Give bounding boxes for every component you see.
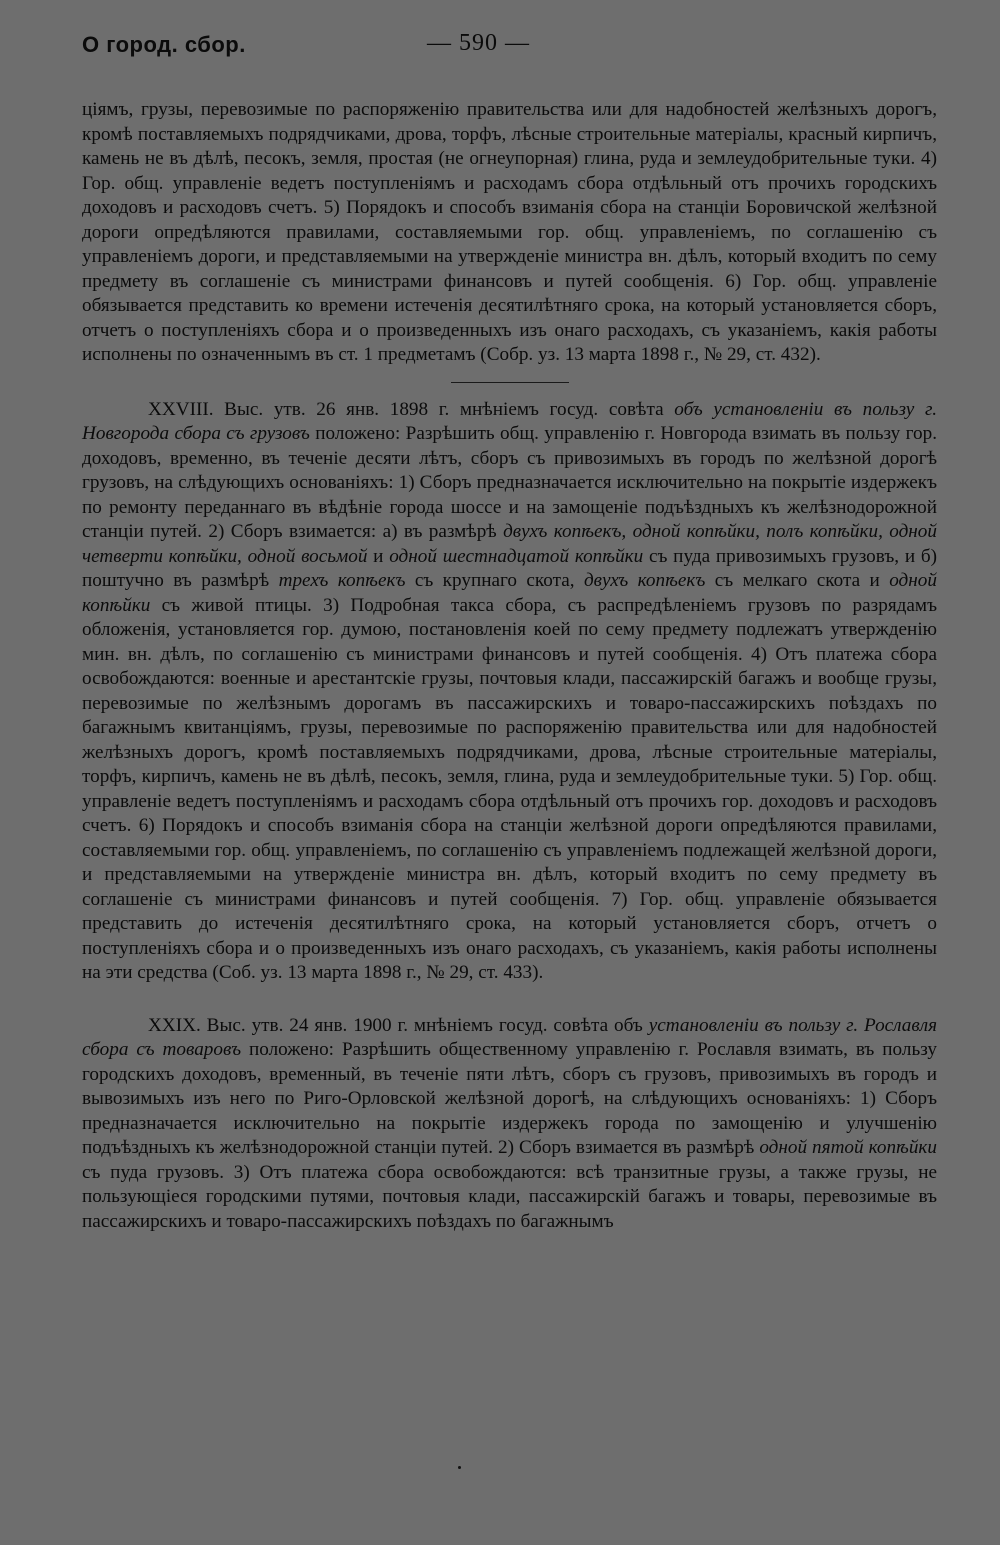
- emphasis: двухъ копѣекъ, одной копѣйки, полъ копѣйки, одной четверти копѣйки, одной восьмой: [82, 521, 937, 567]
- paragraph-text: съ крупнаго скота,: [405, 570, 584, 591]
- paragraph-title: установленiи въ пользу г. Рославля сбора съ товаровъ: [82, 1014, 937, 1060]
- paragraph-xxviii: [82, 398, 937, 986]
- paragraph-text: съ пуда грузовъ. 3) Отъ платежа сбора освобождаются: всѣ транзитные грузы, а также грузы, не пользующiеся городскими путями, почтовыя клади, пассажирскiй багажъ и товары, перевозимые въ пассажирскихъ и товаро-пассажирскихъ поѣздахъ по багажнымъ: [82, 1161, 937, 1232]
- paragraph-text: съ пуда привозимыхъ грузовъ, и б) поштучно въ размѣрѣ: [82, 545, 937, 591]
- page-number: — 590 —: [427, 30, 530, 56]
- paragraph-text: съ мелкаго скота и: [705, 570, 890, 591]
- paragraph-text: съ живой птицы. 3) Подробная такса сбора, съ распредѣленiемъ грузовъ по разрядамъ обложенiя, установляется гор. думою, постановленiя коей по сему предмету подлежатъ утвержденiю мин. вн. дѣлъ, по соглашенiю съ министрами финансовъ и путей сообщенiя. 4) Отъ платежа сбора освобождаются: военные и арестантскiе грузы, почтовыя клади, пассажирскiй багажъ и вообще грузы, перевозимые по желѣзнымъ дорогамъ въ пассажирскихъ и товаро-пассажирскихъ поѣздахъ по багажнымъ квитанцiямъ, грузы, перевозимые по распоряженiю правительства или для надобностей желѣзныхъ дорогъ, кромѣ поставляемыхъ подрядчиками, дрова, лѣсные строительные матерiалы, торфъ, кирпичъ, камень не въ дѣлѣ, песокъ, земля, глина, руда и землеудобрительные туки. 5) Гор. общ. управленiе ведетъ поступленiямъ и расходамъ сбора отдѣльный отъ прочихъ гор. доходовъ и расходовъ счетъ. 6) Порядокъ и способъ взиманiя сбора на станцiи желѣзной дороги опредѣляются правилами, составляемыми гор. общ. управленiемъ, по соглашенiю съ управленiемъ подлежащей желѣзной дороги, и представляемыми на утвержденiе министра вн. дѣлъ, который входитъ по сему предмету въ соглашенiе съ министрами финансовъ и путей сообщенiя. 7) Гор. общ. управленiе обязывается представить до истеченiя десятилѣтняго срока, на который установляется сборъ, отчетъ о поступленiяхъ сбора и о произведенныхъ изъ онаго расходахъ, съ указанiемъ, какiя работы исполнены на эти средства (Соб. уз. 13 марта 1898 г., № 29, ст. 433).: [82, 594, 937, 983]
- emphasis: одной копѣйки: [82, 570, 937, 616]
- paragraph-xxix: [82, 1014, 937, 1235]
- document-body: [82, 98, 937, 1234]
- ink-dot: [458, 1466, 461, 1469]
- section-divider: [451, 382, 569, 383]
- paragraph-continuation: цiямъ, грузы, перевозимые по распоряженiю правительства или для надобностей желѣзныхъ дорогъ, кромѣ поставляемыхъ подрядчиками, дрова, торфъ, лѣсные строительные матерiалы, красный кирпичъ, камень не въ дѣлѣ, песокъ, земля, простая (не огнеупорная) глина, руда и землеудобрительные туки. 4) Гор. общ. управленiе ведетъ поступленiямъ и расходамъ сбора отдѣльный отъ прочихъ городскихъ доходовъ и расходовъ счетъ. 5) Порядокъ и способъ взиманiя сбора на станцiи Боровичской желѣзной дороги опредѣляются правилами, составляемыми гор. общ. управленiемъ, по соглашенiю съ управленiемъ дороги, и представляемыми на утвержденiе министра вн. дѣлъ, который входитъ по сему предмету въ соглашенiе съ министрами финансовъ и путей сообщенiя. 6) Гор. общ. управленiе обязывается представить ко времени истеченiя десятилѣтняго срока, на который установляется сборъ, отчетъ о поступленiяхъ сбора и о произведенныхъ изъ онаго расходахъ, съ указанiемъ, какiя работы исполнены по означеннымъ въ ст. 1 предметамъ (Собр. уз. 13 марта 1898 г., № 29, ст. 432).: [82, 99, 937, 365]
- paragraph-gap: [82, 986, 937, 1014]
- paragraph-text: положено: Разрѣшить общественному управленiю г. Рославля взимать, въ пользу городскихъ доходовъ, временный, въ теченiе пяти лѣтъ, сборъ съ грузовъ, привозимыхъ въ городъ и вывозимыхъ изъ него по Риго-Орловской желѣзной дорогѣ, на слѣдующихъ основанiяхъ: 1) Сборъ предназначается исключительно на покрытiе издержекъ города по замощенiю и улучшенiю подъѣздныхъ къ желѣзнодорожной станцiи путей. 2) Сборъ взимается въ размѣрѣ: [82, 1039, 937, 1158]
- paragraph-lead: XXVIII. Выс. утв. 26 янв. 1898 г. мнѣнiемъ госуд. совѣта: [148, 398, 675, 420]
- emphasis: трехъ копѣекъ: [278, 570, 406, 591]
- emphasis: двухъ копѣекъ: [583, 570, 706, 591]
- section-title: О город. сбор.: [82, 32, 246, 57]
- emphasis: одной шестнадцатой копѣйки: [389, 545, 644, 567]
- page-header: [82, 28, 938, 72]
- paragraph-text: и: [367, 545, 390, 567]
- paragraph-title: объ установленiи въ пользу г. Новгорода сбора съ грузовъ: [82, 398, 937, 444]
- emphasis: одной пятой копѣйки: [759, 1137, 938, 1158]
- paragraph-text: положено: Разрѣшить общ. управленiю г. Новгорода взимать въ пользу гор. доходовъ, временно, въ теченiе десяти лѣтъ, сборъ съ привозимыхъ въ городъ по желѣзной дорогѣ грузовъ, на слѣдующихъ основанiяхъ: 1) Сборъ предназначается исключительно на покрытiе издержекъ по ремонту переданнаго въ вѣдѣнiе города шоссе и на замощенiе подъѣздныхъ къ желѣзнодорожной станцiи путей. 2) Сборъ взимается: а) въ размѣрѣ: [82, 423, 937, 542]
- paragraph-lead: XXIX. Выс. утв. 24 янв. 1900 г. мнѣнiемъ госуд. совѣта объ: [148, 1014, 649, 1036]
